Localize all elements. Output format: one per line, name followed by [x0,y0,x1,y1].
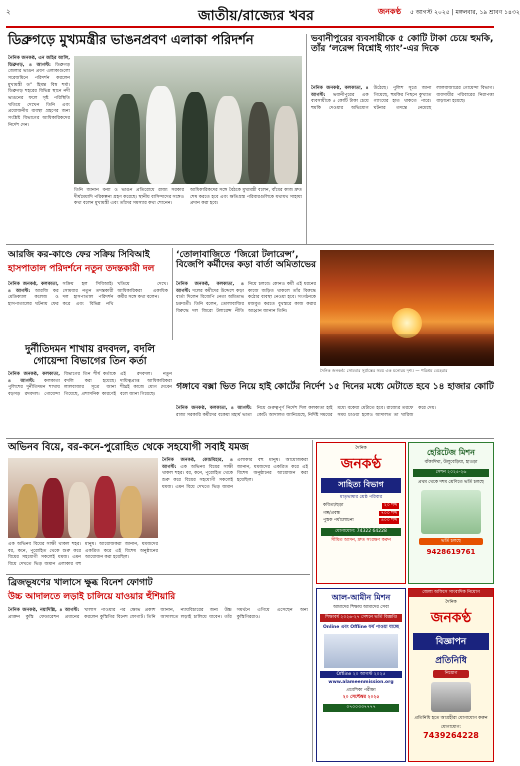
alamin-website[interactable]: www.alameenmission.org [328,680,394,686]
column-divider [306,34,307,244]
story2-headline[interactable]: ভবানীপুরের ব্যবসায়ীকে ৫ কোটি টাকা চেয়ে হুমকি, তাঁর ‘লরেন্স বিশ্নোই গ্যাং’-এর দিকে [311,34,494,55]
alamin-subtitle: আমাদের শিক্ষায় আমাদের সেবা [333,605,389,610]
story1-column-right: আধিকারিকদের সঙ্গে বৈঠকে মুখ্যমন্ত্রী বলেন, বাঁধের কাজ দ্রুত শেষ করতে হবে এবং ক্ষতিগ্রস্ত পরিবারগুলিকে যথাযথ সাহায্য প্রদান করা হবে। [190,188,302,207]
story7-body-text: এক অভিনব বিয়ের সাক্ষী থাকল শহর। বর, কনে, পুরোহিত থেকে শুরু করে বিয়ের সহযোগী সকলেই যমজ। এমন বিয়ে দেখতে ভিড় জমান এলাকার বহু মানুষ। আয়োজকরা জানান, যমজদের একত্রিত করে এই বিশেষ অনুষ্ঠানের আয়োজন করা হয়েছিল। [162,458,308,490]
sahitya-brand-small: দৈনিক [355,446,367,451]
story5-body-text: কলকাতা পুলিশের দুর্নীতিদমন শাখায় বড়সড় রদবদল। গোয়েন্দা বিভাগের তিন শীর্ষ কর্তাকে বদলি করা হয়েছে। লালবাজার সূত্রে জানা গিয়েছে, প্রশাসনিক কারণেই এই রদবদল। নতুন দায়িত্বপ্রাপ্ত আধিকারিকরা শীঘ্রই কাজে যোগ দেবেন বলে জানা গিয়েছে। [8,372,172,397]
sahitya-title: সাহিত্য বিভাগ [321,478,401,493]
alamin-line2: Online এবং Offline ফর্ম পাওয়া যাচ্ছে [322,624,400,630]
janakantha-note: প্রতিনিধি হতে আগ্রহীরা যোগাযোগ করুন [414,715,488,721]
story6-body-text: রাজ্য সরকারি কর্মীদের বকেয়া মহার্ঘ ভাতা নিয়ে গুরুত্বপূর্ণ নির্দেশ দিল কলকাতা হাই কোর্ট। আদালত জানিয়েছে, নির্দিষ্ট সময়ের মধ্যে বকেয়া মেটাতে হবে। রাজ্যের তরফে সময় চাওয়া হলেও আদালত তা খারিজ করে দেয়। [176,406,436,418]
story3-body-text: আরজি কর মেডিক্যাল কলেজ ও হাসপাতালের ঘটনায় ফের সক্রিয় হল সিবিআই। সোমবার নতুন তদন্তকারী দল হাসপাতাল পরিদর্শন করে এবং বিভিন্ন নথি খতিয়ে দেখে। আধিকারিকরা একাধিক কর্মীর সঙ্গে কথা বলেন। [8,282,168,307]
sahitya-ad[interactable] [316,442,406,584]
section-divider [6,244,494,245]
section-title: জাতীয়/রাজ্যের খবর [198,8,314,24]
story2-body-text: ভবানীপুরের এক ব্যবসায়ীকে ৫ কোটি টাকা চেয়ে হুমকি দেওয়ার অভিযোগ উঠেছে। পুলিশ সূত্রে জানা গিয়েছে, হুমকির পিছনে কুখ্যাত গ্যাংয়ের হাত থাকতে পারে। ঘটনার তদন্তে নেমেছে লালবাজারের গোয়েন্দা বিভাগ। ব্যবসায়ীর পরিবারের নিরাপত্তা বাড়ানো হয়েছে। [311,86,494,111]
heritage-session: সেশন ২০২৫-২৬ [413,469,489,477]
janakantha-title: বিজ্ঞাপন [413,633,489,650]
story8-body [8,608,308,762]
sahitya-row-label: পুস্তক পর্যালোচনা [323,518,354,524]
janakantha-brand: জনকণ্ঠ [430,609,472,626]
story7-dateline: নৈনিক জনকণ্ঠ, কোচবিহার, ৪ আগস্ট: [162,458,233,470]
sahitya-row-label: কবিতা/ছড়া [323,502,344,508]
sahitya-row-price: ২০ শব্দ [383,502,397,508]
story3-kicker: আরজি কর-কাণ্ডে ফের সক্রিয় সিবিআই [8,250,150,260]
story6-body [176,406,494,436]
sahitya-brand: জনকণ্ঠ [340,455,382,472]
alamin-line1: শিক্ষাবর্ষ ২০২৬-২৭ সেশনে ভর্তি বিজ্ঞপ্তি [320,614,402,622]
sunset-photo[interactable] [320,250,494,366]
heritage-tagline: প্রথম থেকে দশম শ্রেণিতে ভর্তি চলছে [418,479,484,485]
wedding-photo[interactable] [8,458,158,538]
story8-dateline: নৈনিক জনকণ্ঠ, নয়াদিল্লি, ৪ আগস্ট: [8,608,80,613]
sahitya-row [323,518,399,524]
story3-headline[interactable]: হাসপাতাল পরিদর্শনে নতুন তদন্তকারী দল [8,264,155,274]
sahitya-row [323,503,399,509]
story2-dateline: নৈনিক জনকণ্ঠ, কলকাতা, ৪ আগস্ট: [311,86,369,98]
story1-photo[interactable] [74,56,302,184]
section-divider [6,574,310,575]
story8-headline[interactable]: উচ্চ আদালতে লড়াই চালিয়ে যাওয়ার হুঁশিয়ারি [8,592,176,602]
column-divider [172,248,173,340]
alamin-line4: প্রবেশিকা পরীক্ষা [346,688,376,694]
sahitya-row-label: গল্প/প্রবন্ধ [323,510,341,516]
alamin-phone: ০৭০০৩৩৭৭৭৭ [323,704,399,712]
sahitya-contact: যোগাযোগ: 74322 64228 [321,528,401,536]
story7-body [162,458,308,570]
heritage-subtitle: বাঁকাদিঘা, উলুবেড়িয়া, হাওড়া [424,460,478,465]
page-number: ২ [6,8,11,16]
story1-column-left [8,56,70,236]
story4-dateline: নৈনিক জনকণ্ঠ, কলকাতা, ৪ আগস্ট: [176,282,244,294]
sahitya-row-price: ৭০০ শব্দ [380,510,397,516]
janakantha-kicker: জেলা অফিসে সাংবাদিক নিয়োগ [409,589,493,597]
story8-body-text: প্রাক্তন কুস্তি ফেডারেশন প্রধানের খালাস পাওয়ার পর ক্ষোভ প্রকাশ করলেন কুস্তিগির বিনেশ ফোগাট। তিনি জানান, ন্যায়বিচারের জন্য উচ্চ আদালতে লড়াই চালিয়ে যাবেন। তাঁর সমর্থনে এগিয়ে এসেছেন অন্য কুস্তিগিররাও। [8,608,308,620]
story5-headline[interactable]: দুর্নীতিদমন শাখায় রদবদল, বদলি গোয়েন্দা বিভাগের তিন কর্তা [25,344,155,367]
janakantha-ad[interactable] [408,588,494,762]
heritage-phone: 9428619761 [426,548,476,557]
heritage-ad[interactable] [408,442,494,584]
story7-headline[interactable]: অভিনব বিয়ে, বর-কনে-পুরোহিত থেকে সহযোগী সবাই যমজ [8,442,249,453]
story5-body [8,372,172,422]
janakantha-subtitle: প্রতিনিধি [435,655,467,666]
janakantha-contact-label: যোগাযোগ: [440,725,462,731]
story1-headline[interactable]: ডিব্রুগড়ে মুখ্যমন্ত্রীর ভাঙনপ্রবণ এলাকা পরিদর্শন [8,33,254,48]
story7-body-continued: এক অভিনব বিয়ের সাক্ষী থাকল শহর। বর, কনে, পুরোহিত থেকে শুরু করে বিয়ের সহযোগী সকলেই যমজ। এমন বিয়ে দেখতে ভিড় জমান এলাকার বহু মানুষ। আয়োজকরা জানান, যমজদের একত্রিত করে এই বিশেষ অনুষ্ঠানের আয়োজন করা হয়েছিল। [8,542,158,567]
sunset-caption: দৈনিক জনকণ্ঠ: সোমবার সূর্যাস্তের সময় এক মনোরম দৃশ্য। — পরিশ্রম বেহেরার [320,368,448,373]
page-header [6,4,520,28]
alamin-line3: Offline ২০ আগস্ট ২০২৫ [320,671,402,679]
alamin-line5: ২০ সেপ্টেম্বর ২০২৫ [342,695,380,701]
story8-kicker: ব্রিজভূষণের খালাসে ক্ষুব্ধ বিনেশ ফোগাট [8,578,153,588]
story3-body [8,282,168,338]
alamin-building-photo [324,634,398,668]
alamin-title: আল-আমীন মিশন [331,593,391,602]
janakantha-phone: 7439264228 [423,731,479,741]
story4-body-text: দলের কর্মীদের উদ্দেশে কড়া বার্তা দিলেন বিজেপি নেতা অমিতাভ চক্রবর্তী। তিনি বলেন, তোলাবাজির বিরুদ্ধে দল জিরো টলারেন্স নীতি নিয়ে চলবে। কোনও কর্মী এই ধরনের কাজে জড়িত থাকলে তাঁর বিরুদ্ধে কঠোর ব্যবস্থা নেওয়া হবে। সংগঠনকে মজবুত করতে বুথস্তরে কাজ করার আহ্বান জানান তিনি। [176,282,316,314]
sahitya-footer: সীমিত আসন, দ্রুত সংরক্ষণ করুন [331,538,391,544]
story6-dateline: নৈনিক জনকণ্ঠ, কলকাতা, ৪ আগস্ট: [176,406,252,411]
heritage-badge: ভর্তি চলছে [419,538,483,546]
story1-dateline: নৈনিক জনকণ্ঠ, এন জহির আলি, ডিব্রুগড়, ৪ আগস্ট: [8,56,70,68]
story1-body-left: ডিব্রুগড় জেলার ভাঙন প্রবণ এলাকাগুলো সরেজমিনে পরিদর্শন করলেন মুখ্যমন্ত্রী ড° হিমন্ত বিশ্ব শর্মা। ডিব্রুগড় শহরের বিভিন্ন স্থানে নদী ভাঙনের ফলে সৃষ্ট পরিস্থিতি খতিয়ে দেখেন তিনি এবং প্রয়োজনীয় ব্যবস্থা গ্রহণের জন্য সংশ্লিষ্ট বিভাগের আধিকারিকদের নির্দেশ দেন। [8,62,70,128]
press-badge-image [431,682,471,712]
sahitya-row-price: ৪০০ শব্দ [380,518,397,524]
story2-body [311,86,494,242]
story1-column-mid: তিনি জানান বন্যা ও ভাঙন প্রতিরোধে রাজ্য সরকার দীর্ঘমেয়াদি পরিকল্পনা গ্রহণ করেছে। স্থানীয় বাসিন্দাদের সঙ্গেও কথা বলেন মুখ্যমন্ত্রী এবং তাঁদের সমস্যার কথা শোনেন। [74,188,184,207]
alamin-ad[interactable] [316,588,406,762]
story6-headline[interactable]: গঙ্গাবে বক্সা ভিত নিয়ে হাই কোর্টের নির্দেশ ১৫ দিনের মধ্যে মেটাতে হবে ১৪ হাজার কোটি [176,382,494,392]
brand-logo: জনকণ্ঠ [378,7,402,16]
story4-body [176,282,316,380]
story4-headline[interactable]: ‘তোলাবাজিতে ‘জিরো টলারেন্স’, বিজেপি কর্মীদের কড়া বার্তা অমিতাভের [176,250,316,271]
story5-dateline: নৈনিক জনকণ্ঠ, কলকাতা, ৪ আগস্ট: [8,372,60,384]
heritage-title: হেরিটেজ মিশন [427,448,475,457]
sahitya-subtitle: মাতৃভাষার শ্রেষ্ঠ পরিবার [339,494,383,500]
issue-date: ৫ আগস্ট ২০২৫ | মঙ্গলবার, ১৯ শ্রাবণ ১৪৩২ [410,9,520,16]
janakantha-brand-small: দৈনিক [445,599,457,605]
sahitya-row [323,511,399,517]
story3-dateline: নৈনিক জনকণ্ঠ, কলকাতা, ৪ আগস্ট: [8,282,59,294]
section-divider [6,438,494,439]
column-divider [312,440,313,762]
janakantha-sub2: নিয়োগ [433,670,469,678]
heritage-photo [421,490,481,534]
